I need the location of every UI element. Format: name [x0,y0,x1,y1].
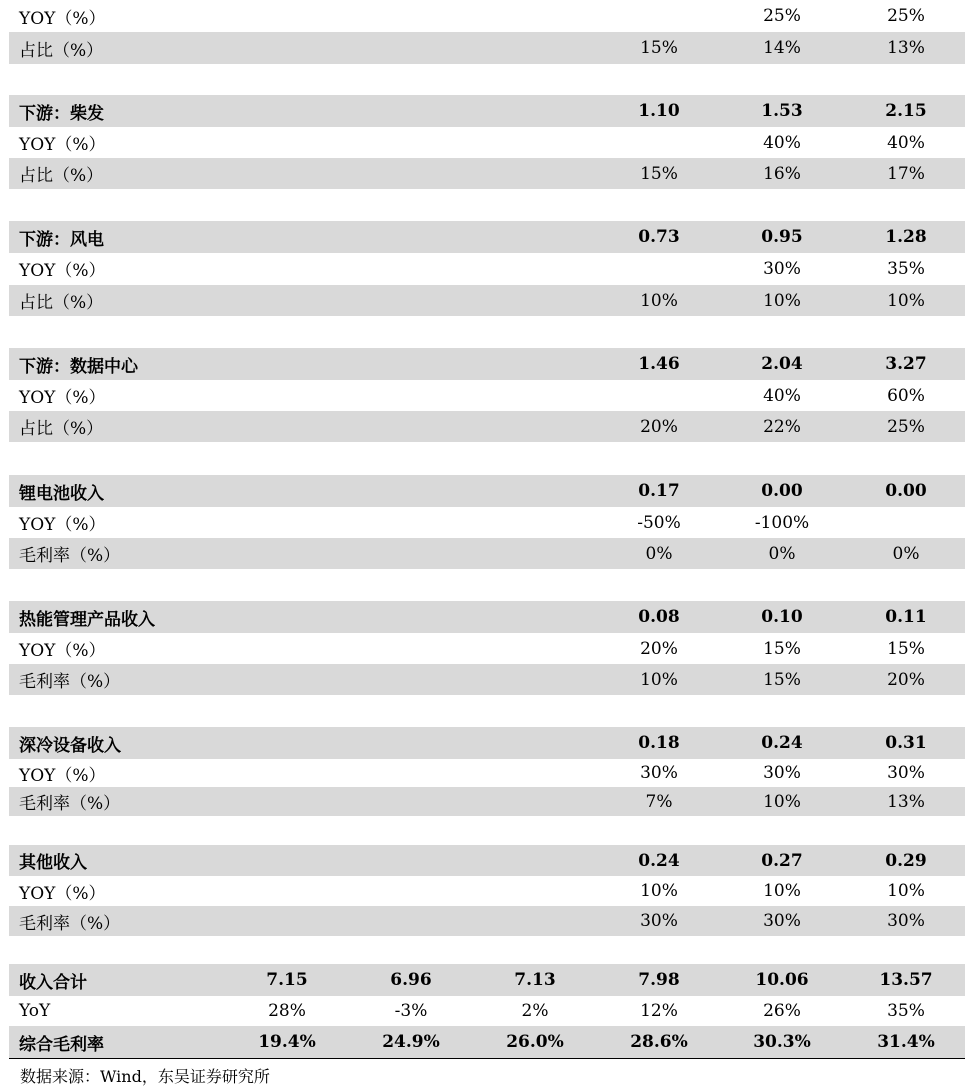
value-cell: 0.24 [761,733,803,753]
value-cell: 40% [887,132,925,153]
value-cell [349,475,473,507]
table-row [9,221,965,253]
table-row [9,285,965,316]
row-label: YOY（%） [19,261,106,281]
value-cell [473,876,597,906]
row-label: 毛利率（%） [19,913,121,934]
value-cell: 0.31 [885,733,927,753]
value-cell: 25% [887,6,925,26]
value-cell [349,601,473,633]
value-cell: 10% [887,881,925,901]
value-cell [349,664,473,695]
value-cell: 7.15 [266,970,308,990]
row-label: 毛利率（%） [19,794,121,814]
value-cell: 28.6% [630,1032,688,1052]
row-label: 占比（%） [19,419,104,439]
value-cell: 10% [887,290,925,311]
value-cell [597,253,721,284]
value-cell: 2% [521,1001,549,1021]
table-row [9,727,965,759]
table-row [9,964,965,996]
value-cell: 0.27 [761,850,803,871]
value-cell: 13.57 [879,970,933,990]
source-note: 数据来源：Wind，东吴证券研究所 [20,1067,270,1086]
value-cell [349,285,473,316]
value-cell [225,127,349,158]
table-row [9,876,965,906]
table-row [9,759,965,787]
value-cell [473,221,597,253]
value-cell: 30% [763,911,801,931]
value-cell: -3% [394,1001,428,1021]
table-row [9,253,965,284]
value-cell [349,32,473,64]
value-cell: 10% [640,881,678,901]
value-cell [473,845,597,876]
value-cell [225,876,349,906]
value-cell: 25% [887,416,925,437]
value-cell [225,787,349,816]
value-cell: 7.13 [514,970,556,990]
value-cell: 1.10 [638,101,680,121]
value-cell: 40% [763,132,801,153]
value-cell [473,664,597,695]
value-cell [225,253,349,284]
value-cell: 2.15 [885,101,927,121]
table-row [9,633,965,664]
table-row [9,1026,965,1058]
value-cell [349,0,473,32]
value-cell: 0% [892,543,920,564]
value-cell [225,845,349,876]
value-cell: 60% [887,385,925,406]
value-cell [473,348,597,380]
value-cell: 30% [763,763,801,783]
row-label: YoY [19,1001,51,1021]
value-cell [349,759,473,787]
value-cell: 0.17 [638,481,680,501]
value-cell [225,664,349,695]
value-cell: 0.00 [885,481,927,501]
value-cell: 20% [640,638,678,659]
value-cell: 10% [640,290,678,311]
row-label: 占比（%） [19,166,104,186]
value-cell [225,538,349,569]
row-label: 占比（%） [19,40,104,61]
value-cell [473,507,597,538]
table-bottom-rule [9,1058,965,1059]
row-label: YOY（%） [19,515,106,535]
row-label: 综合毛利率 [19,1034,104,1055]
value-cell: 30% [640,763,678,783]
row-label: 深冷设备收入 [19,735,121,756]
value-cell [473,787,597,816]
value-cell: 15% [640,163,678,184]
row-label: 下游：风电 [19,229,104,250]
value-cell: 0.18 [638,733,680,753]
value-cell: -50% [637,512,681,533]
value-cell: 30% [640,911,678,931]
value-cell: 26% [763,1001,801,1021]
value-cell: 20% [887,669,925,690]
value-cell: 3.27 [885,354,927,374]
table-row [9,0,965,32]
value-cell: 0% [768,543,796,564]
table-row [9,475,965,507]
value-cell [473,411,597,442]
row-label: YOY（%） [19,641,106,661]
value-cell [349,411,473,442]
row-label: YOY（%） [19,883,106,904]
value-cell: 1.53 [761,101,803,121]
value-cell: 10% [763,290,801,311]
value-cell [225,475,349,507]
value-cell: 16% [763,163,801,184]
value-cell [597,380,721,411]
value-cell [349,727,473,759]
value-cell: 13% [887,791,925,812]
value-cell [225,411,349,442]
table-row [9,411,965,442]
value-cell: 20% [640,416,678,437]
value-cell [225,601,349,633]
value-cell [473,538,597,569]
value-cell: 30% [887,763,925,783]
value-cell [473,759,597,787]
table-row [9,996,965,1026]
value-cell [597,0,721,32]
value-cell [349,221,473,253]
table-row [9,380,965,411]
value-cell: 28% [268,1001,306,1021]
table-row [9,95,965,127]
value-cell: 10% [763,791,801,812]
value-cell: 7% [645,791,673,812]
value-cell: 15% [887,638,925,659]
value-cell: 0.24 [638,850,680,871]
row-label: 下游：柴发 [19,103,104,124]
value-cell [225,727,349,759]
value-cell [349,95,473,127]
table-row [9,507,965,538]
table-row [9,906,965,936]
value-cell [349,380,473,411]
value-cell: 0.00 [761,481,803,501]
value-cell: 14% [763,38,801,58]
value-cell: 2.04 [761,354,803,374]
value-cell [473,633,597,664]
row-label: YOY（%） [19,388,106,408]
row-label: YOY（%） [19,8,106,29]
value-cell [225,221,349,253]
row-label: 占比（%） [19,293,104,313]
value-cell [597,127,721,158]
row-label: YOY（%） [19,135,106,155]
value-cell [473,0,597,32]
value-cell [473,727,597,759]
value-cell: 15% [763,638,801,659]
value-cell: 30% [887,911,925,931]
table-row [9,348,965,380]
row-label: 锂电池收入 [19,483,104,504]
value-cell [473,95,597,127]
value-cell [225,906,349,936]
value-cell [225,158,349,189]
value-cell: 40% [763,385,801,406]
table-row [9,158,965,189]
table-row [9,845,965,876]
table-row [9,32,965,64]
value-cell: 24.9% [382,1032,440,1052]
value-cell: 17% [887,163,925,184]
value-cell: 10% [763,881,801,901]
value-cell: 1.46 [638,354,680,374]
value-cell: -100% [754,512,810,533]
value-cell [225,380,349,411]
value-cell [349,253,473,284]
value-cell: 13% [887,38,925,58]
value-cell [349,845,473,876]
table-row [9,127,965,158]
value-cell [225,759,349,787]
value-cell [225,633,349,664]
value-cell [225,348,349,380]
value-cell [349,348,473,380]
row-label: 毛利率（%） [19,672,121,692]
value-cell [473,906,597,936]
value-cell [225,95,349,127]
value-cell [844,507,965,538]
row-label: 毛利率（%） [19,546,121,566]
value-cell [473,380,597,411]
value-cell [349,507,473,538]
value-cell: 0.08 [638,607,680,627]
value-cell [225,507,349,538]
row-label: YOY（%） [19,765,106,786]
value-cell [225,285,349,316]
value-cell [473,253,597,284]
value-cell: 7.98 [638,970,680,990]
value-cell [473,158,597,189]
row-label: 其他收入 [19,853,87,873]
value-cell [349,787,473,816]
value-cell: 0.73 [638,227,680,247]
value-cell [225,0,349,32]
value-cell: 10.06 [755,970,809,990]
value-cell [349,906,473,936]
table-row [9,787,965,816]
value-cell [349,127,473,158]
value-cell: 35% [887,258,925,279]
table-row [9,664,965,695]
value-cell: 30.3% [753,1032,811,1052]
value-cell [473,475,597,507]
row-label: 收入合计 [19,972,87,993]
value-cell: 25% [763,6,801,26]
value-cell: 19.4% [258,1032,316,1052]
value-cell [473,285,597,316]
value-cell: 30% [763,258,801,279]
value-cell: 35% [887,1001,925,1021]
value-cell: 0.11 [885,607,927,627]
row-label: 热能管理产品收入 [19,609,155,630]
value-cell [349,633,473,664]
value-cell: 26.0% [506,1032,564,1052]
table-row [9,601,965,633]
value-cell [349,876,473,906]
value-cell: 10% [640,669,678,690]
value-cell [473,127,597,158]
value-cell: 1.28 [885,227,927,247]
value-cell [473,601,597,633]
value-cell [349,538,473,569]
value-cell: 0.29 [885,850,927,871]
value-cell: 31.4% [877,1032,935,1052]
value-cell: 22% [763,416,801,437]
value-cell [225,32,349,64]
value-cell: 0.95 [761,227,803,247]
value-cell: 15% [763,669,801,690]
value-cell: 6.96 [390,970,432,990]
value-cell: 12% [640,1001,678,1021]
row-label: 下游：数据中心 [19,356,138,377]
value-cell: 15% [640,38,678,58]
value-cell [349,158,473,189]
table-row [9,538,965,569]
value-cell: 0.10 [761,607,803,627]
value-cell: 0% [645,543,673,564]
value-cell [473,32,597,64]
